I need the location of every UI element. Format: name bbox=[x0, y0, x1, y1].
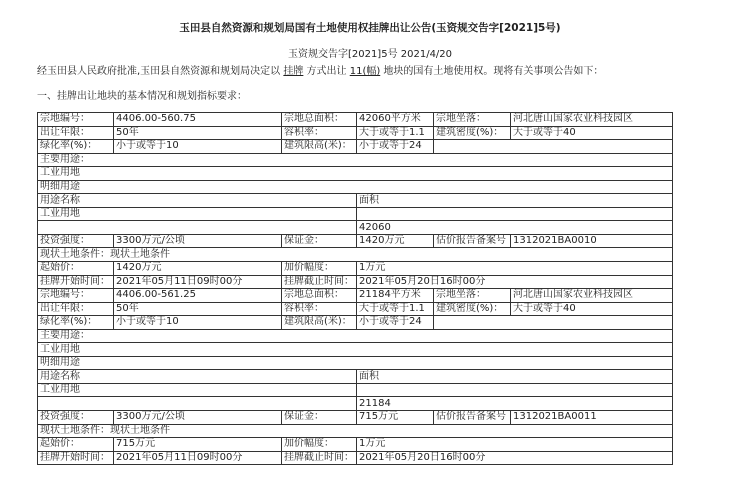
main-use-value: 工业用地 bbox=[38, 167, 673, 181]
detail-use-label: 明细用途 bbox=[38, 180, 673, 194]
condition-label-text: 现状土地条件： bbox=[40, 424, 110, 436]
location-label: 宗地坐落： bbox=[434, 113, 511, 127]
condition-cell bbox=[38, 424, 673, 438]
deposit-label: 保证金： bbox=[282, 411, 357, 425]
appraisal-label: 估价报告备案号 bbox=[434, 411, 511, 425]
area-label: 面积 bbox=[357, 370, 673, 384]
start-time-value: 2021年05月11日09时00分 bbox=[114, 275, 282, 289]
start-time-label: 挂牌开始时间： bbox=[38, 275, 114, 289]
plot-ratio-value: 大于或等于1.1 bbox=[357, 302, 434, 316]
term-label: 出让年限： bbox=[38, 302, 114, 316]
table-row bbox=[38, 411, 673, 425]
plot-ratio-label: 容积率： bbox=[282, 302, 357, 316]
density-value: 大于或等于40 bbox=[511, 126, 673, 140]
condition-label-text: 现状土地条件： bbox=[40, 248, 110, 260]
density-value: 大于或等于40 bbox=[511, 302, 673, 316]
area-label: 面积 bbox=[357, 194, 673, 208]
location-value: 河北唐山国家农业科技园区 bbox=[511, 289, 673, 303]
deposit-value: 715万元 bbox=[357, 411, 434, 425]
empty-cell bbox=[38, 221, 357, 235]
condition-cell bbox=[38, 248, 673, 262]
condition-value: 现状土地条件 bbox=[110, 424, 170, 436]
empty-cell bbox=[38, 397, 357, 411]
table-row bbox=[38, 370, 673, 384]
total-area-label: 宗地总面积： bbox=[282, 289, 357, 303]
start-price-value: 1420万元 bbox=[114, 262, 282, 276]
table-row bbox=[38, 451, 673, 465]
investment-label: 投资强度： bbox=[38, 411, 114, 425]
table-row bbox=[38, 140, 673, 154]
total-area-value: 42060平方米 bbox=[357, 113, 434, 127]
table-row bbox=[38, 234, 673, 248]
table-row bbox=[38, 343, 673, 357]
term-value: 50年 bbox=[114, 126, 282, 140]
condition-value: 现状土地条件 bbox=[110, 248, 170, 260]
start-price-value: 715万元 bbox=[114, 438, 282, 452]
main-use-value: 工业用地 bbox=[38, 343, 673, 357]
table-row bbox=[38, 289, 673, 303]
intro-text-1: 经玉田县人民政府批准,玉田县自然资源和规划局决定以 bbox=[37, 66, 284, 77]
parcel-no-value: 4406.00-561.25 bbox=[114, 289, 282, 303]
table-row bbox=[38, 248, 673, 262]
greening-value: 小于或等于10 bbox=[114, 316, 282, 330]
term-value: 50年 bbox=[114, 302, 282, 316]
table-row bbox=[38, 383, 673, 397]
table-row bbox=[38, 180, 673, 194]
height-limit-value: 小于或等于24 bbox=[357, 316, 434, 330]
detail-use-label: 明细用途 bbox=[38, 356, 673, 370]
section-heading: 一、挂牌出让地块的基本情况和规划指标要求： bbox=[37, 91, 247, 102]
table-row bbox=[38, 329, 673, 343]
height-limit-value: 小于或等于24 bbox=[357, 140, 434, 154]
investment-value: 3300万元/公顷 bbox=[114, 411, 282, 425]
table-row bbox=[38, 126, 673, 140]
start-price-label: 起始价： bbox=[38, 438, 114, 452]
table-row bbox=[38, 167, 673, 181]
transfer-method: 挂牌 bbox=[283, 66, 304, 77]
start-time-label: 挂牌开始时间： bbox=[38, 451, 114, 465]
parcel-no-label: 宗地编号： bbox=[38, 289, 114, 303]
appraisal-value: 1312021BA0011 bbox=[511, 411, 673, 425]
intro-text-3: 地块的国有土地使用权。现将有关事项公告如下： bbox=[380, 66, 604, 77]
table-row bbox=[38, 424, 673, 438]
end-time-value: 2021年05月20日16时00分 bbox=[357, 275, 673, 289]
plot-ratio-label: 容积率： bbox=[282, 126, 357, 140]
start-price-label: 起始价： bbox=[38, 262, 114, 276]
height-limit-label: 建筑限高(米)： bbox=[282, 140, 357, 154]
increment-label: 加价幅度： bbox=[282, 262, 357, 276]
density-label: 建筑密度(%)： bbox=[434, 126, 511, 140]
main-use-label: 主要用途： bbox=[38, 329, 673, 343]
end-time-label: 挂牌截止时间： bbox=[282, 275, 357, 289]
location-value: 河北唐山国家农业科技园区 bbox=[511, 113, 673, 127]
appraisal-value: 1312021BA0010 bbox=[511, 234, 673, 248]
table-row bbox=[38, 316, 673, 330]
end-time-value: 2021年05月20日16时00分 bbox=[357, 451, 673, 465]
greening-label: 绿化率(%)： bbox=[38, 316, 114, 330]
investment-label: 投资强度： bbox=[38, 234, 114, 248]
table-row bbox=[38, 153, 673, 167]
table-row bbox=[38, 275, 673, 289]
use-name-label: 用途名称 bbox=[38, 194, 357, 208]
page-title: 玉田县自然资源和规划局国有土地使用权挂牌出让公告(玉资规交告字[2021]5号) bbox=[179, 22, 561, 34]
parcel-no-label: 宗地编号： bbox=[38, 113, 114, 127]
table-row bbox=[38, 207, 673, 221]
table-row bbox=[38, 356, 673, 370]
intro-text-2: 方式出让 bbox=[303, 66, 350, 77]
notice-number: 玉资规交告字[2021]5号 2021/4/20 bbox=[287, 49, 453, 60]
empty-cell bbox=[434, 140, 673, 154]
start-time-value: 2021年05月11日09时00分 bbox=[114, 451, 282, 465]
table-row bbox=[38, 194, 673, 208]
empty-cell bbox=[357, 383, 673, 397]
location-label: 宗地坐落： bbox=[434, 289, 511, 303]
investment-value: 3300万元/公顷 bbox=[114, 234, 282, 248]
table-row bbox=[38, 221, 673, 235]
use-name-label: 用途名称 bbox=[38, 370, 357, 384]
greening-value: 小于或等于10 bbox=[114, 140, 282, 154]
density-label: 建筑密度(%)： bbox=[434, 302, 511, 316]
table-row bbox=[38, 262, 673, 276]
height-limit-label: 建筑限高(米)： bbox=[282, 316, 357, 330]
use-name-value: 工业用地 bbox=[38, 383, 357, 397]
term-label: 出让年限： bbox=[38, 126, 114, 140]
main-use-label: 主要用途： bbox=[38, 153, 673, 167]
table-row bbox=[38, 438, 673, 452]
use-name-value: 工业用地 bbox=[38, 207, 357, 221]
empty-cell bbox=[357, 207, 673, 221]
use-area-value: 42060 bbox=[357, 221, 673, 235]
plot-ratio-value: 大于或等于1.1 bbox=[357, 126, 434, 140]
parcel-no-value: 4406.00-560.75 bbox=[114, 113, 282, 127]
empty-cell bbox=[434, 316, 673, 330]
parcel-table bbox=[37, 112, 673, 465]
intro-paragraph bbox=[37, 62, 737, 77]
greening-label: 绿化率(%)： bbox=[38, 140, 114, 154]
increment-label: 加价幅度： bbox=[282, 438, 357, 452]
appraisal-label: 估价报告备案号 bbox=[434, 234, 511, 248]
increment-value: 1万元 bbox=[357, 262, 673, 276]
table-row bbox=[38, 302, 673, 316]
use-area-value: 21184 bbox=[357, 397, 673, 411]
end-time-label: 挂牌截止时间： bbox=[282, 451, 357, 465]
total-area-value: 21184平方米 bbox=[357, 289, 434, 303]
parcel-count: 11(幅) bbox=[349, 66, 381, 77]
table-row bbox=[38, 113, 673, 127]
table-row bbox=[38, 397, 673, 411]
increment-value: 1万元 bbox=[357, 438, 673, 452]
deposit-label: 保证金： bbox=[282, 234, 357, 248]
total-area-label: 宗地总面积： bbox=[282, 113, 357, 127]
deposit-value: 1420万元 bbox=[357, 234, 434, 248]
